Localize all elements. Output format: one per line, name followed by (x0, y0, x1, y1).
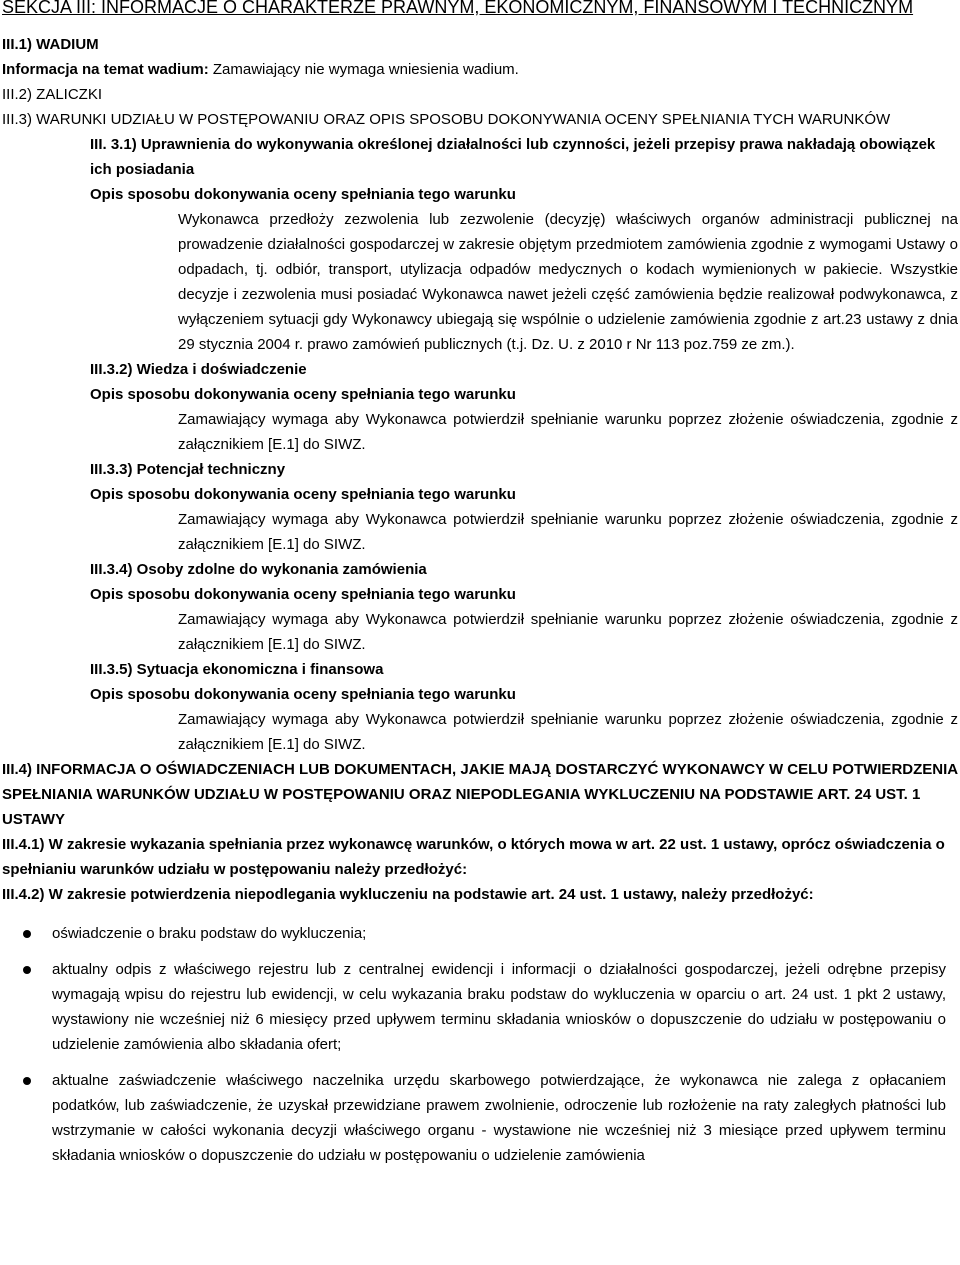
section-title: SEKCJA III: INFORMACJE O CHARAKTERZE PRAWNYM, EKONOMICZNYM, FINANSOWYM I TECHNICZNYM (2, 0, 914, 17)
oswiadczenia-sub1: III.4.1) W zakresie wykazania spełniania przez wykonawcę warunków, o których mowa w art. 22 ust. 1 ustawy, oprócz oświadczenia o spełnianiu warunków udziału w postępowaniu należy przedłożyć: (2, 836, 945, 878)
warunki-heading: III.3) WARUNKI UDZIAŁU W POSTĘPOWANIU ORAZ OPIS SPOSOBU DOKONYWANIA OCENY SPEŁNIANIA TYCH WARUNKÓW (2, 111, 891, 128)
list-item (52, 1068, 960, 1168)
method-label: Opis sposobu dokonywania oceny spełniania tego warunku (90, 486, 516, 503)
condition-block (2, 657, 960, 757)
condition-block (2, 132, 960, 357)
bullet-icon (23, 1077, 31, 1085)
bullet-icon (23, 930, 31, 938)
condition-description: Zamawiający wymaga aby Wykonawca potwierdził spełnianie warunku poprzez złożenie oświadczenia, zgodnie z załącznikiem [E.1] do SIWZ. (178, 711, 958, 753)
condition-block (2, 557, 960, 657)
condition-title: III.3.4) Osoby zdolne do wykonania zamówienia (90, 561, 427, 578)
wadium-info (2, 57, 960, 82)
condition-description: Wykonawca przedłoży zezwolenia lub zezwolenie (decyzję) właściwych organów administracji publicznej na prowadzenie działalności gospodarczej w zakresie objętym przedmiotem zamówienia zgodnie z wymogami Ustawy o odpadach, tj. odbiór, transport, utylizacja odpadów medycznych o kodach wymienionych w pakiecie. Wszystkie decyzje i zezwolenia musi posiadać Wykonawca nawet jeżeli część zamówienia będzie realizował podwykonawca, z wyłączeniem sytuacji gdy Wykonawcy ubiegają się wspólnie o udzielenie zamówienia zgodnie z art.23 ustawy z dnia 29 stycznia 2004 r. prawo zamówień publicznych (t.j. Dz. U. z 2010 r Nr 113 poz.759 ze zm.). (178, 211, 958, 353)
method-label: Opis sposobu dokonywania oceny spełniania tego warunku (90, 686, 516, 703)
condition-title: III.3.3) Potencjał techniczny (90, 461, 286, 478)
method-label: Opis sposobu dokonywania oceny spełniania tego warunku (90, 386, 516, 403)
condition-description: Zamawiający wymaga aby Wykonawca potwierdził spełnianie warunku poprzez złożenie oświadczenia, zgodnie z załącznikiem [E.1] do SIWZ. (178, 611, 958, 653)
condition-block (2, 357, 960, 457)
oswiadczenia-heading: III.4) INFORMACJA O OŚWIADCZENIACH LUB DOKUMENTACH, JAKIE MAJĄ DOSTARCZYĆ WYKONAWCY W CELU POTWIERDZENIA SPEŁNIANIA WARUNKÓW UDZIAŁU W POSTĘPOWANIU ORAZ NIEPODLEGANIA WYKLUCZENIU NA PODSTAWIE ART. 24 UST. 1 USTAWY (2, 761, 958, 828)
condition-title: III.3.2) Wiedza i doświadczenie (90, 361, 307, 378)
wadium-info-label: Informacja na temat wadium: (2, 61, 209, 78)
method-label: Opis sposobu dokonywania oceny spełniania tego warunku (90, 186, 516, 203)
condition-title: III.3.5) Sytuacja ekonomiczna i finansowa (90, 661, 384, 678)
wadium-info-value: Zamawiający nie wymaga wniesienia wadium. (208, 61, 519, 78)
list-item-text: aktualne zaświadczenie właściwego naczelnika urzędu skarbowego potwierdzające, że wykonawca nie zalega z opłacaniem podatków, lub zaświadczenie, że uzyskał przewidziane prawem zwolnienie, odroczenie lub rozłożenie na raty zaległych płatności lub wstrzymanie w całości wykonania decyzji właściwego organu - wystawione nie wcześniej niż 3 miesiące przed upływem terminu składania wniosków o dopuszczenie do udziału w postępowaniu o udzielenie zamówienia (52, 1072, 946, 1164)
bullet-icon (23, 966, 31, 974)
list-item (52, 957, 960, 1057)
list-item (52, 921, 960, 946)
oswiadczenia-sub2: III.4.2) W zakresie potwierdzenia niepodlegania wykluczeniu na podstawie art. 24 ust. 1 ustawy, należy przedłożyć: (2, 886, 814, 903)
condition-description: Zamawiający wymaga aby Wykonawca potwierdził spełnianie warunku poprzez złożenie oświadczenia, zgodnie z załącznikiem [E.1] do SIWZ. (178, 511, 958, 553)
condition-description: Zamawiający wymaga aby Wykonawca potwierdził spełnianie warunku poprzez złożenie oświadczenia, zgodnie z załącznikiem [E.1] do SIWZ. (178, 411, 958, 453)
wadium-heading: III.1) WADIUM (2, 36, 99, 53)
condition-title: III. 3.1) Uprawnienia do wykonywania określonej działalności lub czynności, jeżeli przepisy prawa nakładają obowiązek ich posiadania (90, 136, 936, 178)
zaliczki-heading: III.2) ZALICZKI (2, 86, 103, 103)
list-item-text: aktualny odpis z właściwego rejestru lub z centralnej ewidencji i informacji o działalności gospodarczej, jeżeli odrębne przepisy wymagają wpisu do rejestru lub ewidencji, w celu wykazania braku podstaw do wykluczenia w oparciu o art. 24 ust. 1 pkt 2 ustawy, wystawiony nie wcześniej niż 6 miesięcy przed upływem terminu składania wniosków o dopuszczenie do udziału w postępowaniu o udzielenie zamówienia albo składania ofert; (52, 961, 946, 1053)
document-list (2, 921, 960, 1168)
list-item-text: oświadczenie o braku podstaw do wykluczenia; (52, 925, 367, 942)
method-label: Opis sposobu dokonywania oceny spełniania tego warunku (90, 586, 516, 603)
condition-block (2, 457, 960, 557)
